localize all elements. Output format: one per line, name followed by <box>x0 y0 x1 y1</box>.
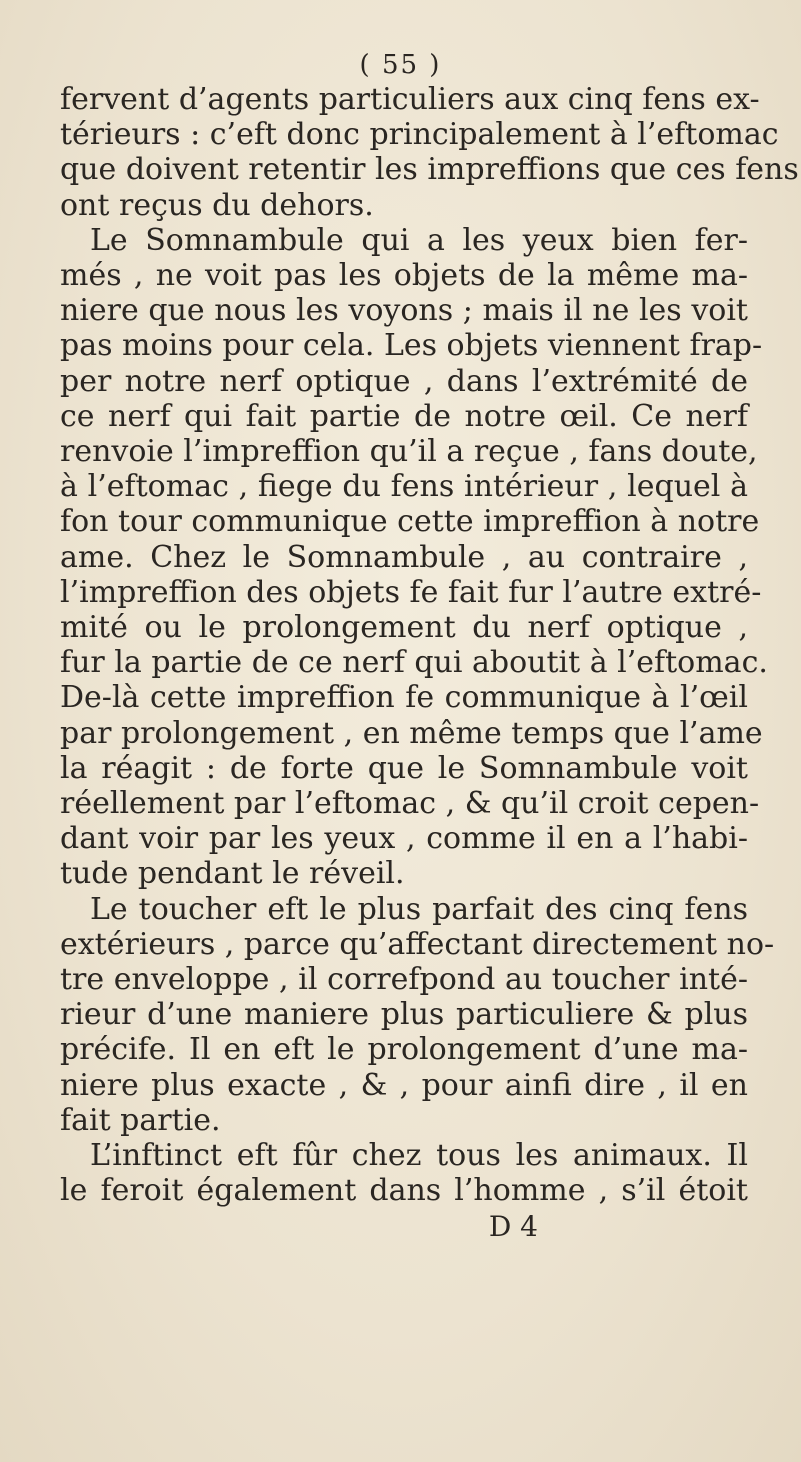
text-line: fait partie. <box>60 1102 221 1138</box>
text-line: més , ne voit pas les objets de la même ma- <box>60 258 748 294</box>
text-line: rieur d’une maniere plus particuliere & plus <box>60 997 748 1033</box>
text-line: renvoie l’impreffion qu’il a reçue , fans doute, <box>60 434 758 470</box>
text-line: fon tour communique cette impreffion à notre <box>60 504 760 540</box>
text-line: la réagit : de forte que le Somnambule voit <box>60 750 748 786</box>
text-line: ame. Chez le Somnambule , au contraire , <box>60 539 748 575</box>
text-line: niere plus exacte , & , pour ainfi dire , il en <box>60 1067 748 1103</box>
text-line: ce nerf qui fait partie de notre œil. Ce nerf <box>60 398 748 434</box>
text-line: que doivent retentir les impreffions que ces fens <box>60 152 799 188</box>
text-line: par prolongement , en même temps que l’ame <box>60 715 763 751</box>
text-line: ont reçus du dehors. <box>60 187 374 223</box>
text-line: le feroit également dans l’homme , s’il étoit <box>60 1173 748 1209</box>
text-line: à l’eftomac , fiege du fens intérieur , lequel à <box>60 469 748 505</box>
text-line: l’impreffion des objets fe fait fur l’autre extré- <box>60 574 762 610</box>
text-line: Le toucher eft le plus parfait des cinq fens <box>90 891 748 927</box>
text-line: tre enveloppe , il correfpond au toucher inté- <box>60 962 748 998</box>
text-line: Le Somnambule qui a les yeux bien fer- <box>90 222 748 258</box>
text-line: De-là cette impreffion fe communique à l’œil <box>60 680 748 716</box>
text-line: dant voir par les yeux , comme il en a l’habi- <box>60 821 748 857</box>
text-line: pas moins pour cela. Les objets viennent frap- <box>60 328 763 364</box>
text-line: précife. Il en eft le prolongement d’une ma- <box>60 1032 748 1068</box>
text-line: niere que nous les voyons ; mais il ne les voit <box>60 293 748 329</box>
text-line: mité ou le prolongement du nerf optique , <box>60 610 748 646</box>
text-line: per notre nerf optique , dans l’extrémité de <box>60 363 748 399</box>
body-text <box>60 82 799 1244</box>
text-line: térieurs : c’eft donc principalement à l’eftomac <box>60 117 779 153</box>
text-line: tude pendant le réveil. <box>60 856 405 892</box>
signature-mark: D 4 <box>488 1209 538 1243</box>
text-line: réellement par l’eftomac , & qu’il croit cepen- <box>60 786 760 822</box>
text-line: L’inftinct eft fûr chez tous les animaux. Il <box>90 1138 748 1174</box>
text-line: extérieurs , parce qu’affectant directement no- <box>60 926 775 962</box>
text-line: fur la partie de ce nerf qui aboutit à l’eftomac. <box>60 645 768 681</box>
text-line: fervent d’agents particuliers aux cinq fens ex- <box>60 82 760 117</box>
page-number: ( 55 ) <box>359 50 442 80</box>
